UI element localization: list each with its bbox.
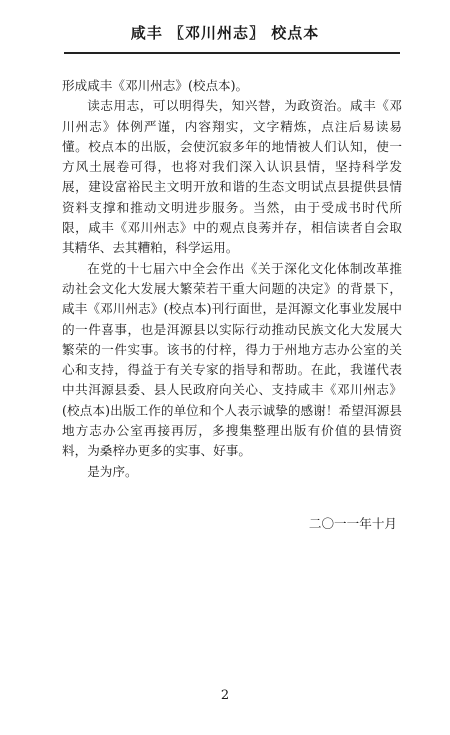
paragraph-3: 在党的十七届六中全会作出《关于深化文化体制改革推动社会文化大发展大繁荣若干重大问题的决定》的背景下，咸丰《邓川州志》(校点本)刊行面世，是洱源文化事业发展中的一件喜事，也是洱源县以实际行动推动民族文化大发展大繁荣的一件实事。该书的付梓，得力于州地方志办公室的关心和支持，得益于有关专家的指导和帮助。在此，我谨代表中共洱源县委、县人民政府向关心、支持咸丰《邓川州志》(校点本)出版工作的单位和个人表示诚挚的感谢！希望洱源县地方志办公室再接再厉，多搜集整理出版有价值的县情资料，为桑梓办更多的实事、好事。 (62, 260, 402, 459)
date-line: 二〇一一年十月 (308, 516, 397, 531)
paragraph-4: 是为序。 (87, 463, 138, 479)
page-number: 2 (220, 688, 230, 703)
body-text (62, 76, 402, 482)
header-rule (64, 52, 400, 54)
paragraph-1: 形成咸丰《邓川州志》(校点本)。 (62, 78, 249, 93)
running-header: 咸丰 〖邓川州志〗 校点本 (130, 24, 320, 42)
paragraph-2: 读志用志，可以明得失，知兴替，为政资治。咸丰《邓川州志》体例严谨，内容翔实，文字精炼，点注后易读易懂。校点本的出版，会使沉寂多年的地情被人们认知，使一方风土展卷可得，也将对我们深入认识县情，坚持科学发展，建设富裕民主文明开放和谐的生态文明试点县提供县情资料支撑和推动文明进步服务。当然，由于受成书时代所限，咸丰《邓川州志》中的观点良莠并存，相信读者自会取其精华、去其糟粕，科学运用。 (62, 98, 402, 256)
